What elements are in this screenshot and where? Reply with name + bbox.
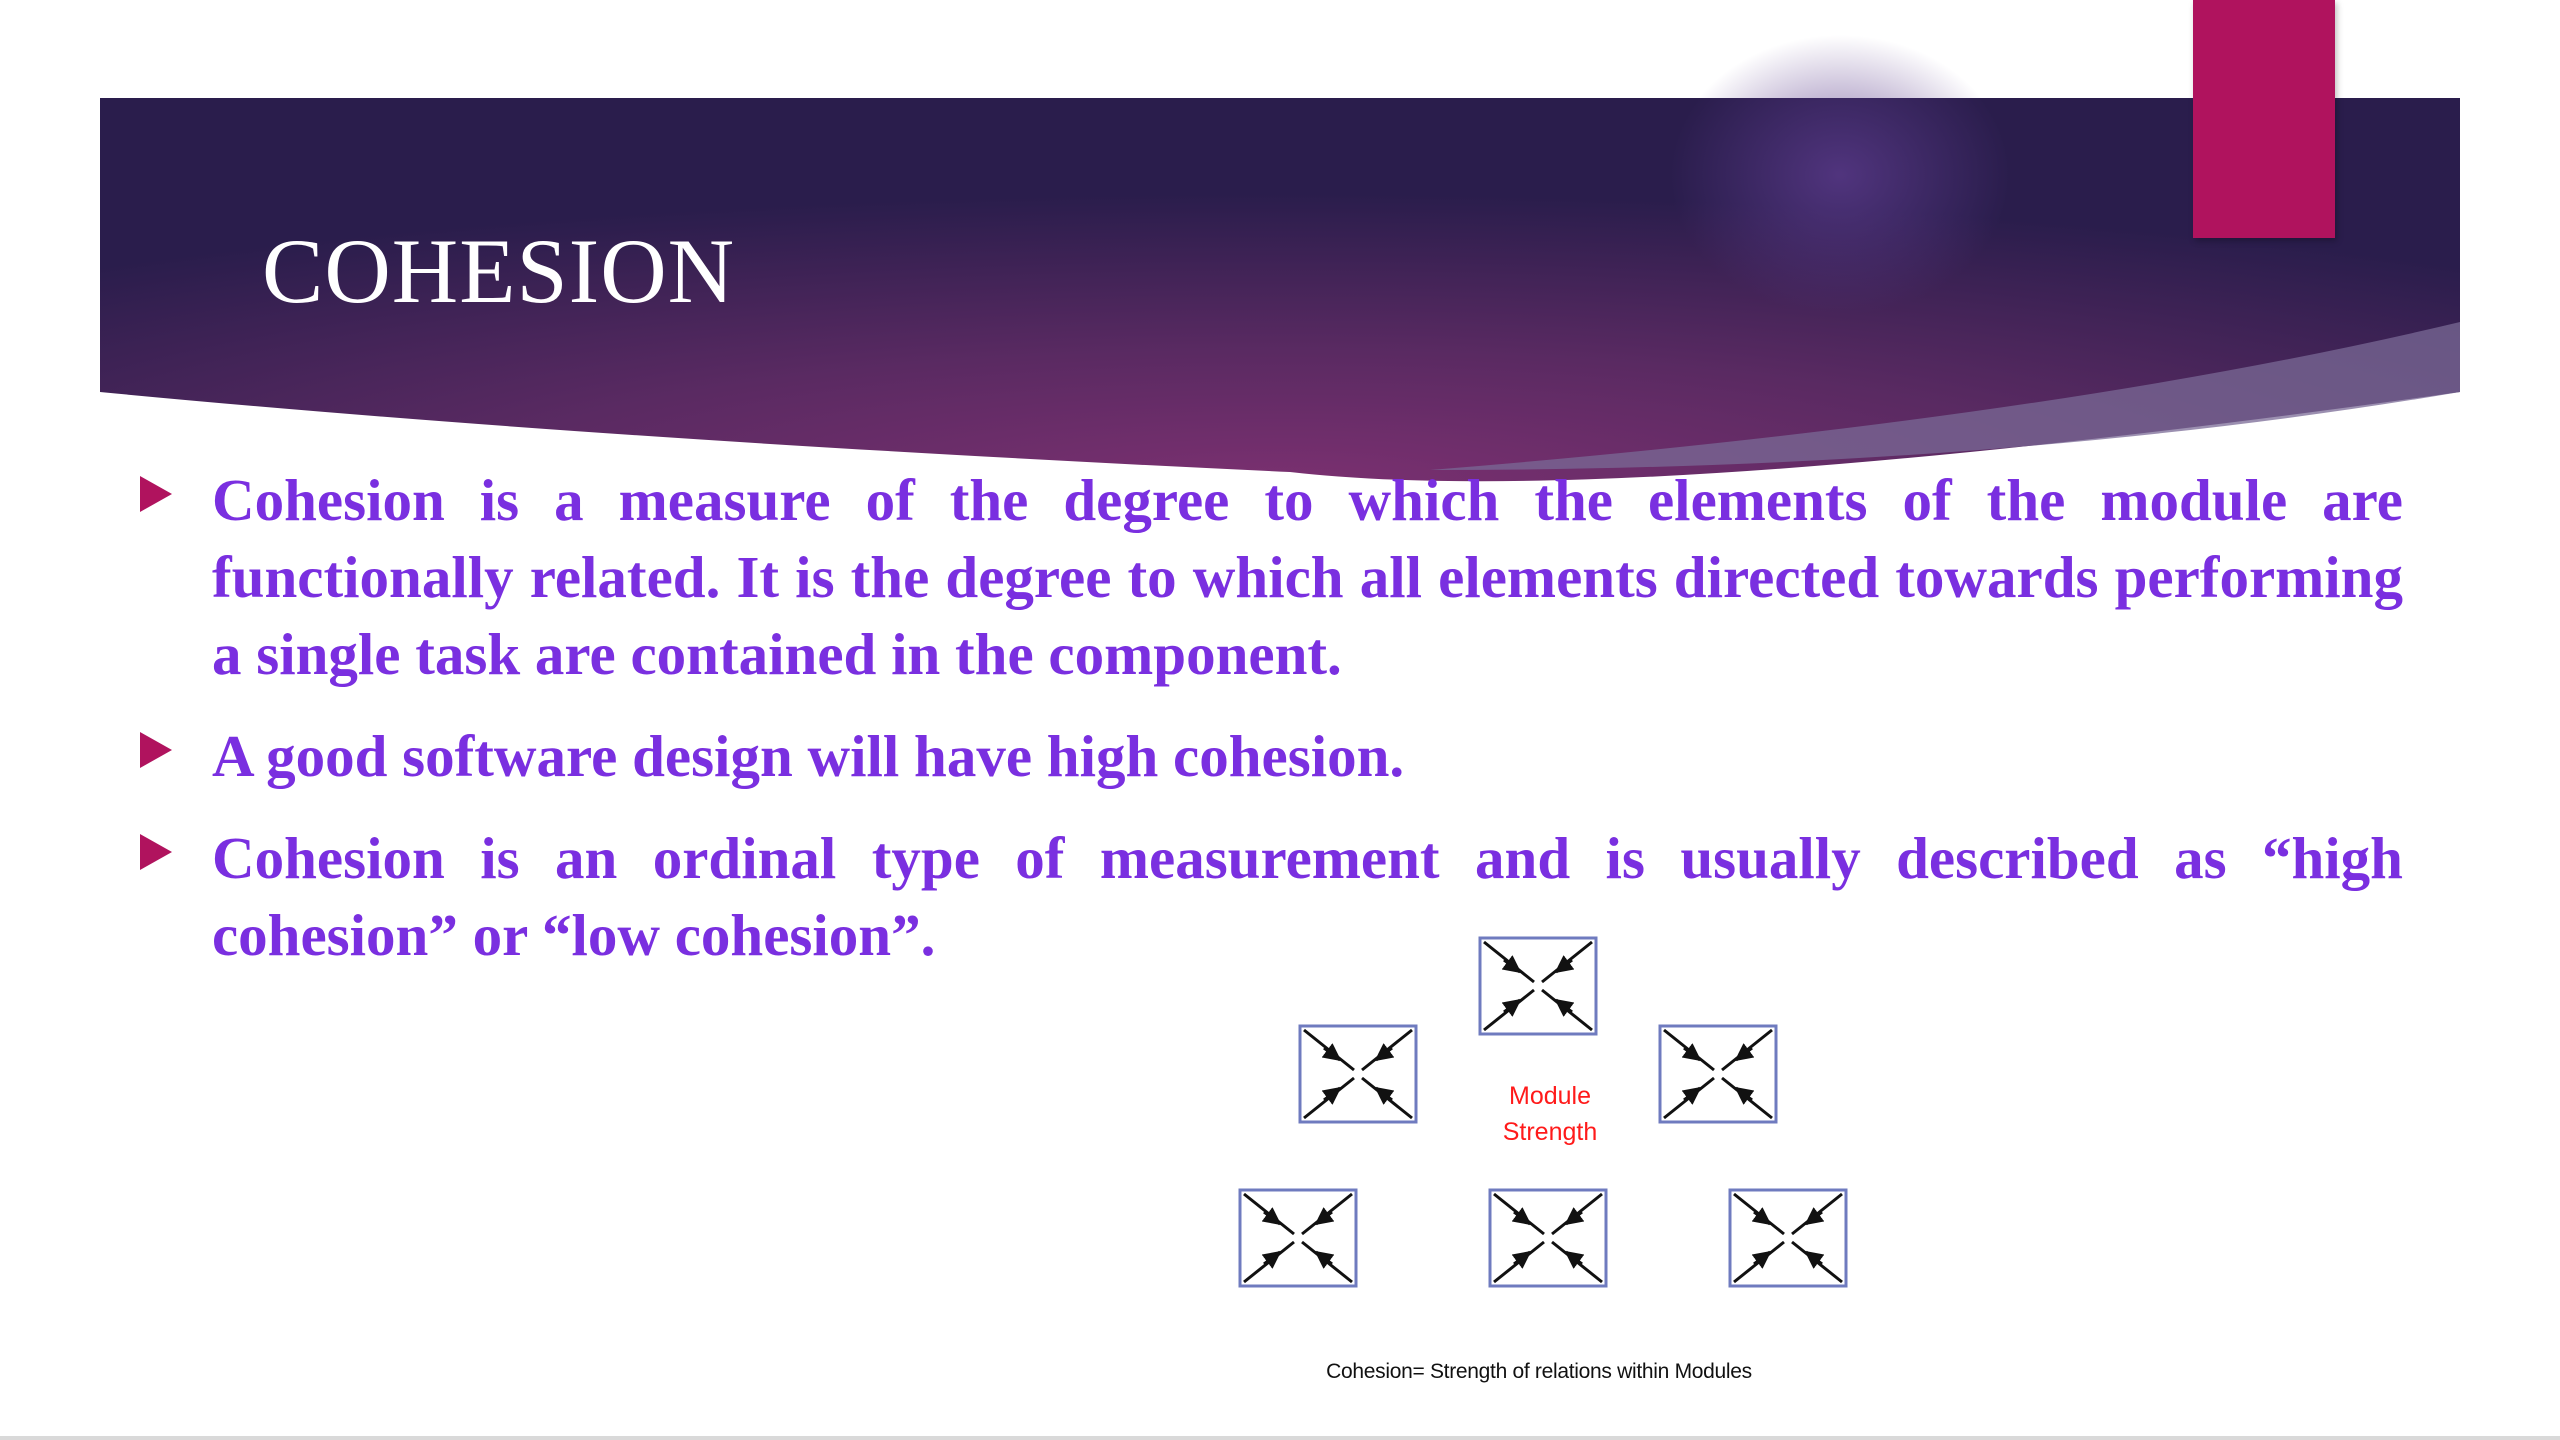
bullet-text: A good software design will have high cohesion.: [212, 723, 1405, 789]
module-strength-label: [1450, 1078, 1650, 1150]
module-box: [1478, 936, 1598, 1036]
inward-arrows-icon: [1238, 1188, 1358, 1288]
module-box: [1658, 1024, 1778, 1124]
bullet-item: [140, 462, 2403, 693]
module-box: [1238, 1188, 1358, 1288]
inward-arrows-icon: [1488, 1188, 1608, 1288]
module-box: [1728, 1188, 1848, 1288]
module-label-line: Strength: [1502, 1118, 1598, 1146]
inward-arrows-icon: [1298, 1024, 1418, 1124]
bottom-divider: [0, 1436, 2560, 1440]
cohesion-diagram: [1230, 930, 1870, 1400]
inward-arrows-icon: [1658, 1024, 1778, 1124]
module-box: [1488, 1188, 1608, 1288]
triangle-right-icon: [140, 732, 172, 768]
bullet-text: Cohesion is a measure of the degree to which the elements of the module are functionally related. It is the degree to which all elements directed towards performing a single task are contained in the component.: [212, 467, 2403, 687]
bullet-text: Cohesion is an ordinal type of measurement and is usually described as “high cohesion” or “low cohesion”.: [212, 825, 2403, 968]
triangle-right-icon: [140, 834, 172, 870]
triangle-right-icon: [140, 476, 172, 512]
accent-tab: [2193, 0, 2335, 238]
inward-arrows-icon: [1478, 936, 1598, 1036]
module-label-line: Module: [1509, 1082, 1591, 1110]
bullet-item: [140, 718, 2403, 795]
inward-arrows-icon: [1728, 1188, 1848, 1288]
slide-title: COHESION: [262, 220, 736, 322]
module-box: [1298, 1024, 1418, 1124]
bullet-list: [140, 462, 2403, 999]
diagram-caption: Cohesion= Strength of relations within Modules: [1326, 1360, 1752, 1383]
